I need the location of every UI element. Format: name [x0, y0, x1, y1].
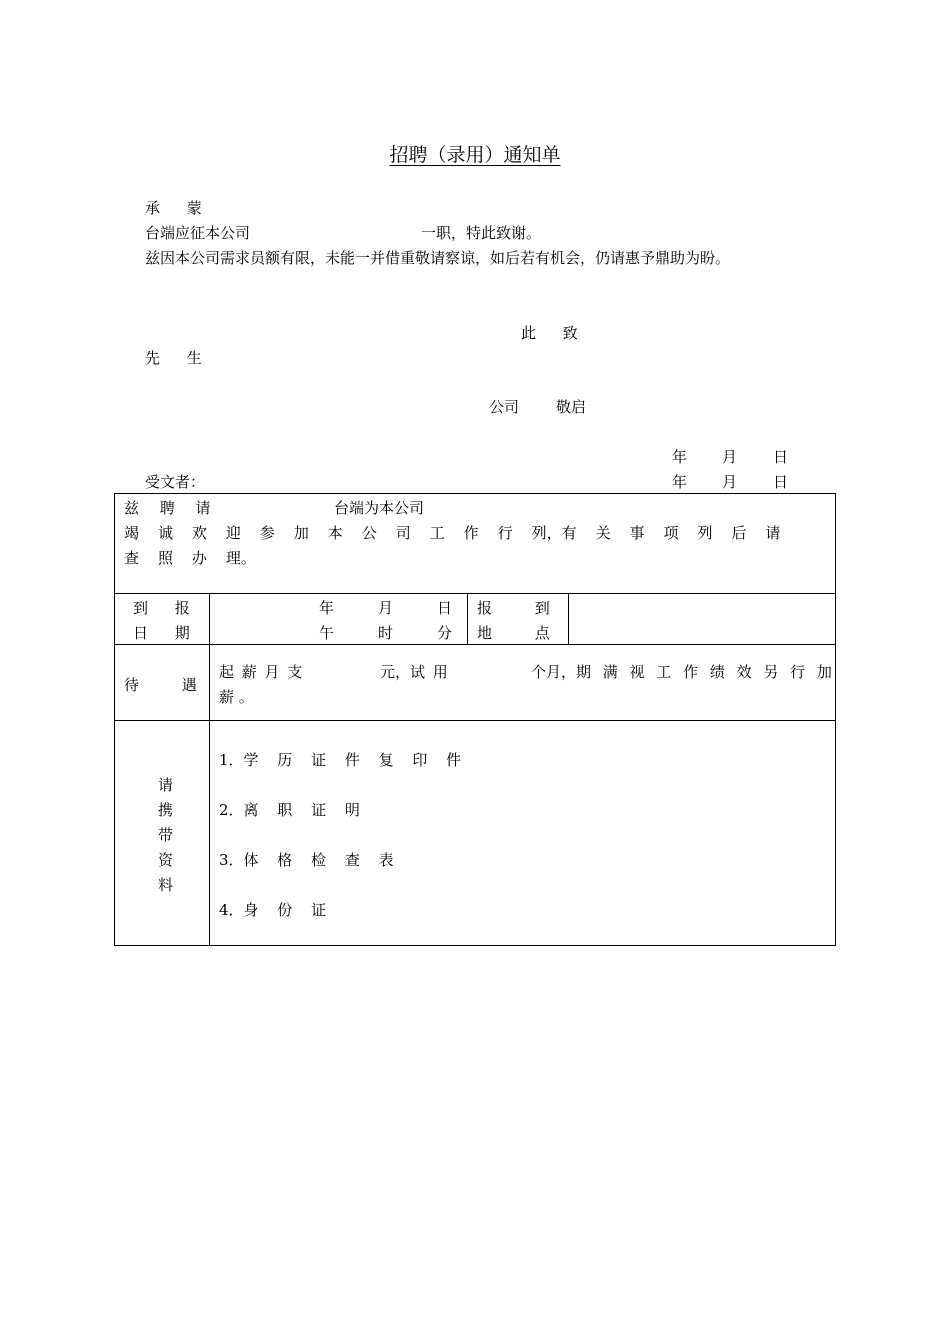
salary-prefix: 起 薪 月 支 [219, 663, 303, 681]
report-noon: 午 [319, 624, 335, 642]
letter-date-day: 日 [773, 448, 789, 466]
recipient-date-month: 月 [722, 473, 738, 491]
recipient-date-day: 日 [773, 473, 789, 491]
letter-body: 兹因本公司需求员额有限，未能一并借重敬请察谅，如后若有机会，仍请惠予鼎助为盼。 [145, 249, 731, 267]
bring-item: 2．离 职 证 明 [219, 801, 360, 819]
bring-label-char: 料 [158, 876, 174, 894]
letter-greeting [145, 199, 203, 217]
salary-probation: 元，试 用 [380, 663, 448, 681]
form-intro-company: 台端为本公司 [334, 499, 425, 517]
report-day: 日 [437, 599, 453, 617]
report-year: 年 [319, 599, 335, 617]
report-month: 月 [378, 599, 394, 617]
recipient-label: 受文者： [145, 473, 206, 491]
letter-date-year: 年 [672, 448, 688, 466]
form-intro-welcome: 竭 诚 欢 迎 参 加 本 公 司 工 作 行 列，有 关 事 项 列 后 请 [124, 524, 781, 542]
salary-line2: 薪 。 [219, 688, 254, 706]
page-title: 招聘（录用）通知单 [389, 144, 561, 166]
bring-label-char: 请 [158, 776, 174, 794]
letter-date-month: 月 [722, 448, 738, 466]
report-minute: 分 [437, 624, 453, 642]
letter-salutation: 先 生 [145, 349, 202, 367]
bring-label-char: 资 [158, 851, 174, 869]
report-hour: 时 [378, 624, 394, 642]
bring-label-char: 带 [158, 826, 174, 844]
bring-item: 3．体 格 检 查 表 [219, 851, 394, 869]
table-column-divider [568, 593, 569, 644]
letter-position-prefix: 台端应征本公司 [145, 224, 251, 242]
letter-greeting-text: 承 蒙 [145, 199, 202, 217]
table-divider [114, 720, 836, 721]
recipient-date-year: 年 [672, 473, 688, 491]
bring-label-char: 携 [158, 801, 174, 819]
letter-sign-respect: 敬启 [556, 398, 587, 416]
letter-sign-company: 公司 [489, 398, 520, 416]
table-column-divider [209, 593, 210, 946]
report-place-label-line1: 报 到 [477, 599, 550, 617]
report-place-label-line2: 地 点 [477, 624, 550, 642]
bring-item: 1．学 历 证 件 复 印 件 [219, 751, 462, 769]
letter-closing: 此 致 [521, 324, 578, 342]
report-date-label-line1: 到 报 [133, 599, 190, 617]
form-intro-hire: 兹 聘 请 [124, 499, 211, 517]
form-intro-check: 查 照 办 理。 [124, 549, 256, 567]
table-column-divider [467, 593, 468, 644]
letter-position-suffix: 一职，特此致谢。 [421, 224, 542, 242]
table-divider [114, 593, 836, 594]
treatment-label: 待 遇 [124, 676, 197, 694]
bring-item: 4．身 份 证 [219, 901, 327, 919]
table-divider [114, 644, 836, 645]
salary-suffix: 个月，期 满 视 工 作 绩 效 另 行 加 [531, 663, 832, 681]
report-date-label-line2: 日 期 [133, 624, 190, 642]
